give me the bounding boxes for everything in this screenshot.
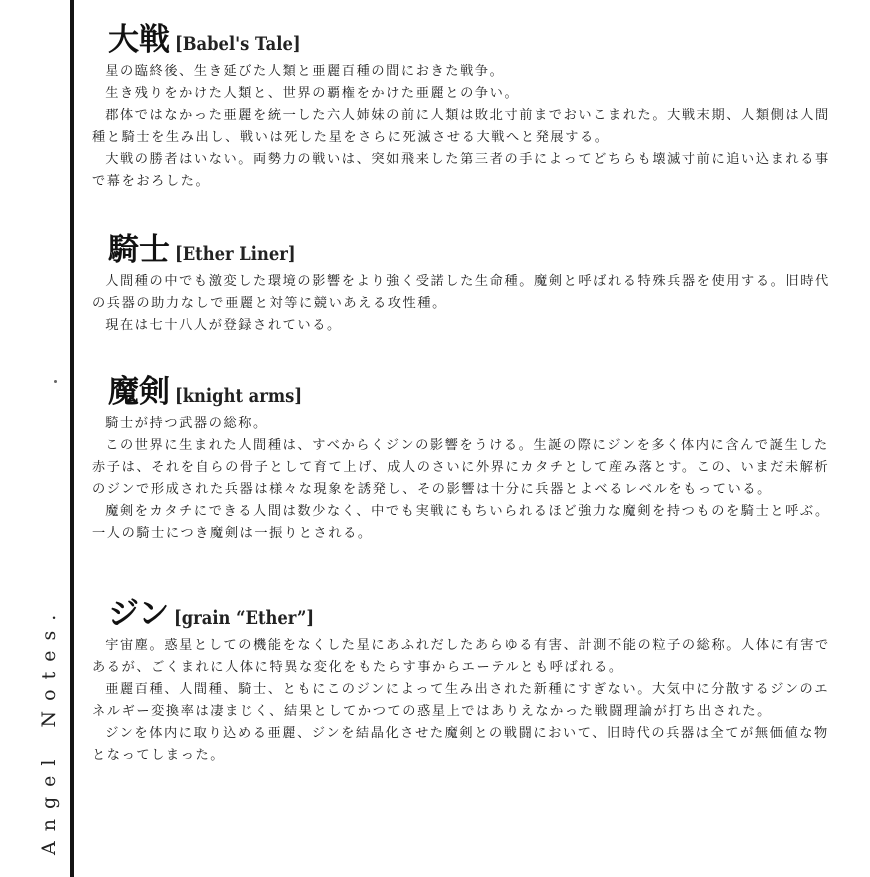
heading-japanese: 騎士 bbox=[108, 232, 170, 268]
paragraph: 生き残りをかけた人類と、世界の覇権をかけた亜麗との争い。 bbox=[105, 86, 520, 101]
section-body bbox=[92, 271, 840, 337]
heading-japanese: 大戦 bbox=[108, 22, 170, 58]
paragraph: 魔剣をカタチにできる人間は数少なく、中でも実戦にもちいられるほど強力な魔剣を持つものを騎士と呼ぶ。一人の騎士につき魔剣は一振りとされる。 bbox=[92, 504, 830, 541]
side-title-word2: Notes. bbox=[38, 604, 60, 728]
section-heading bbox=[108, 366, 840, 411]
speck bbox=[54, 380, 57, 383]
paragraph: ジンを体内に取り込める亜麗、ジンを結晶化させた魔剣との戦闘において、旧時代の兵器は全てが無価値な物となってしまった。 bbox=[92, 726, 829, 763]
heading-japanese: 魔剣 bbox=[108, 374, 170, 410]
heading-english: [grain “Ether”] bbox=[174, 607, 315, 629]
section-ether-liner bbox=[92, 224, 840, 337]
vertical-rule bbox=[70, 0, 74, 877]
paragraph: 人間種の中でも激変した環境の影響をより強く受諾した生命種。魔剣と呼ばれる特殊兵器を使用する。旧時代の兵器の助力なしで亜麗と対等に競いあえる攻性種。 bbox=[92, 274, 830, 311]
paragraph: 現在は七十八人が登録されている。 bbox=[105, 318, 342, 333]
section-heading bbox=[108, 588, 840, 633]
paragraph: 騎士が持つ武器の総称。 bbox=[105, 416, 268, 431]
paragraph: 星の臨終後、生き延びた人類と亜麗百種の間におきた戦争。 bbox=[105, 64, 505, 79]
paragraph: 亜麗百種、人間種、騎士、ともにこのジンによって生み出された新種にすぎない。大気中に分散するジンのエネルギー変換率は凄まじく、結果としてかつての惑星上ではありえなかった戦闘理論が打ち出された。 bbox=[92, 682, 830, 719]
section-body bbox=[92, 61, 840, 193]
heading-english: [knight arms] bbox=[175, 385, 303, 407]
paragraph: 郡体ではなかった亜麗を統一した六人姉妹の前に人類は敗北寸前までおいこまれた。大戦末期、人類側は人間種と騎士を生み出し、戦いは死した星をさらに死滅させる大戦へと発展する。 bbox=[92, 108, 830, 145]
paragraph: この世界に生まれた人間種は、すべからくジンの影響をうける。生誕の際にジンを多く体内に含んで誕生した赤子は、それを自らの骨子として育て上げ、成人のさいに外界にカタチとして産み落とす。この、いまだ未解析のジンで形成された兵器は様々な現象を誘発し、その影響は十分に兵器とよべるレベルをもっている。 bbox=[92, 438, 830, 497]
heading-japanese: ジン bbox=[108, 596, 170, 632]
heading-english: [Ether Liner] bbox=[175, 243, 296, 265]
side-title-word1: Angel bbox=[38, 749, 60, 855]
paragraph: 宇宙塵。惑星としての機能をなくした星にあふれだしたあらゆる有害、計測不能の粒子の総称。人体に有害であるが、ごくまれに人体に特異な変化をもたらす事からエーテルとも呼ばれる。 bbox=[92, 638, 830, 675]
section-heading bbox=[108, 224, 840, 269]
side-title bbox=[38, 605, 60, 855]
heading-english: [Babel's Tale] bbox=[175, 33, 301, 55]
section-body bbox=[92, 635, 840, 767]
section-babels-tale bbox=[92, 14, 840, 193]
section-heading bbox=[108, 14, 840, 59]
section-knight-arms bbox=[92, 366, 840, 545]
paragraph: 大戦の勝者はいない。両勢力の戦いは、突如飛来した第三者の手によってどちらも壊滅寸前に追い込まれる事で幕をおろした。 bbox=[92, 152, 830, 189]
section-body bbox=[92, 413, 840, 545]
section-grain-ether bbox=[92, 588, 840, 767]
